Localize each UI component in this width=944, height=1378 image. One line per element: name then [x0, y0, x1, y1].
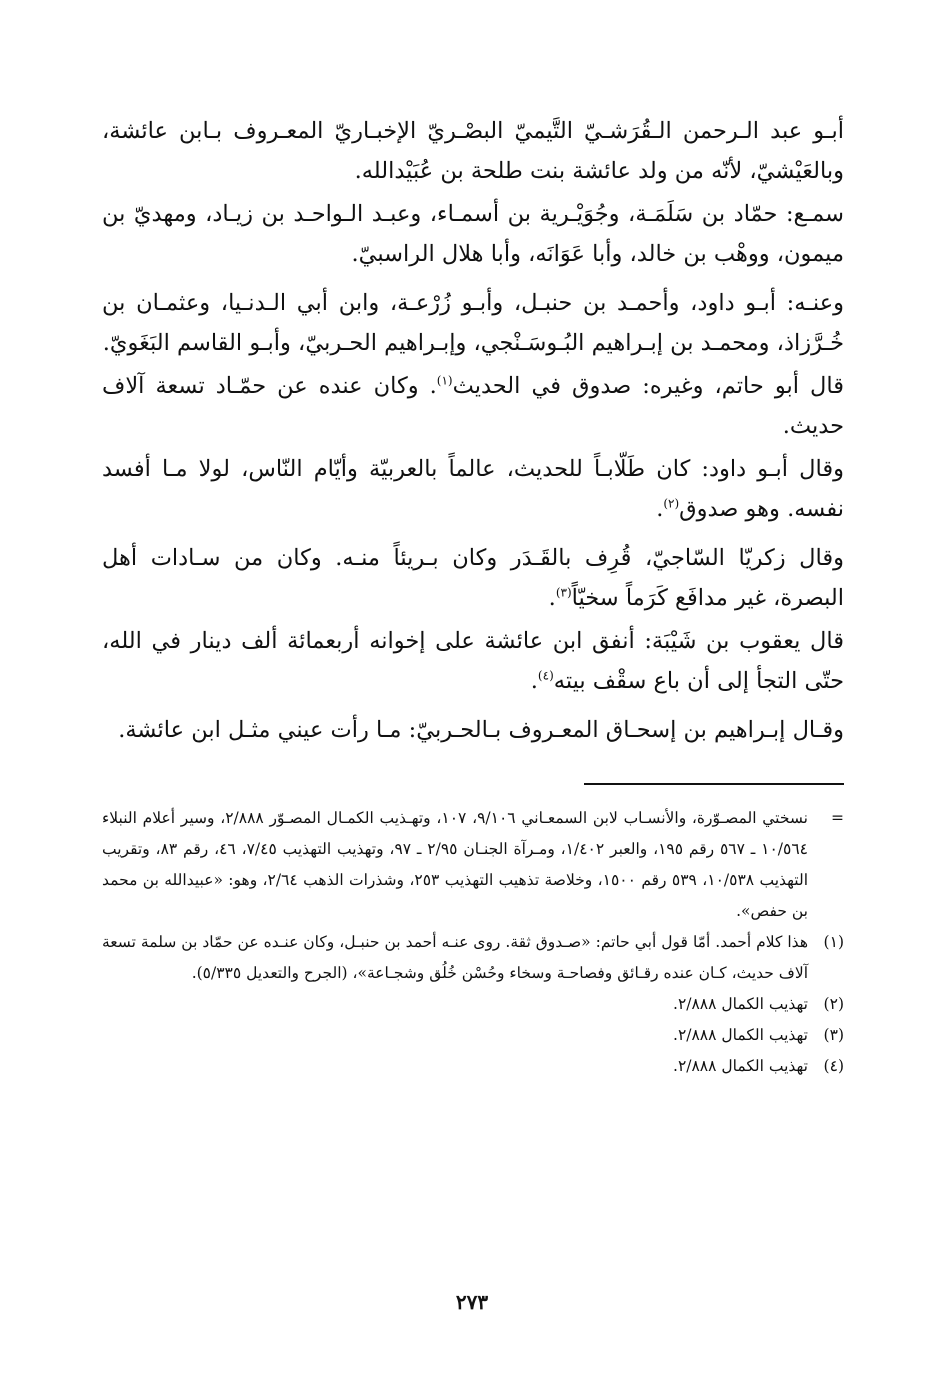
footnote-2 [102, 989, 844, 1020]
paragraph-abu-hatim [102, 367, 844, 446]
footnote-ref-1: (١) [436, 373, 453, 388]
paragraph-sajī [102, 539, 844, 618]
footnote-3 [102, 1020, 844, 1051]
footnote-text: تهذيب الكمال ٢/٨٨٨. [673, 1056, 808, 1075]
paragraph-text-rest: . [530, 667, 538, 694]
paragraph-yaqub [102, 622, 844, 701]
paragraph-text: قال يعقوب بن شَيْبَة: أنفق ابن عائشة على إخوانه أربعمائة ألف دينار في الله، حتّى التجأ إلى أن باع سقْف بيته [102, 628, 844, 694]
footnote-separator [584, 783, 844, 785]
paragraph-text-rest: . [548, 584, 556, 611]
footnotes [102, 803, 844, 1082]
paragraph-abu-dawud [102, 450, 844, 529]
paragraph-text: قال أبو حاتم، وغيره: صدوق في الحديث [452, 373, 844, 399]
footnote-marker: = [831, 808, 844, 827]
paragraph-teachers: سمـع: حمّاد بن سَلَمَـة، وجُوَيْـرية بن أسمـاء، وعبـد الـواحـد بن زيـاد، ومهديّ بن ميمون، ووهْب بن خالد، وأبا عَوَانَه، وأبا هلال الراسبيّ. [102, 201, 844, 267]
paragraph-students: وعنـه: أبـو داود، وأحمـد بن حنبـل، وأبـو زُرْعـة، وابن أبي الـدنـيا، وعثمـان بن خُـرَّزاذ، ومحمـد بن إبـراهيم البُـوسَـنْجي، وإبـراهيم الحـربيّ، وأبـو القاسم البَغَويّ. [102, 290, 844, 356]
paragraph-biography: أبـو عبد الـرحمن الـقُرَشـيّ التَّيميّ البصْـريّ الإخبـاريّ المعـروف بـابن عائشة، وبالعَيْشيّ، لأنّه من ولد عائشة بنت طلحة بن عُبَيْدالله. [102, 118, 844, 184]
footnote-ref-4: (٤) [537, 668, 554, 682]
footnote-1 [102, 927, 844, 989]
footnote-marker: (٢) [823, 994, 844, 1013]
paragraph-harbi: وقـال إبـراهيم بن إسحـاق المعـروف بـالحـربيّ: مـا رأت عيني مثـل ابن عائشة. [118, 717, 844, 743]
footnote-ref-2: (٢) [663, 496, 680, 510]
main-text [102, 112, 844, 751]
footnote-text: تهذيب الكمال ٢/٨٨٨. [673, 994, 808, 1013]
footnote-text: تهذيب الكمال ٢/٨٨٨. [673, 1025, 808, 1044]
paragraph-text: وقال زكريّا السّاجيّ، قُرِف بالقَـدَر وكان بـريئاً منـه. وكان من سـادات أهل البصرة، غير مدافَع كَرَماً سخيّاً [102, 545, 844, 611]
page-content [102, 112, 844, 1082]
footnote-marker: (٤) [823, 1056, 844, 1075]
footnote-text: نسختي المصـوّرة، والأنسـاب لابن السمعـاني ٩/١٠٦، ١٠٧، وتهـذيب الكمـال المصـوّر ٢/٨٨٨، وسير أعلام النبلاء ١٠/٥٦٤ ـ ٥٦٧ رقم ١٩٥، والعبر ١/٤٠٢، ومـرآة الجنـان ٢/٩٥ ـ ٩٧، وتهذيب التهذيب ٧/٤٥، ٤٦، رقم ٨٣، وتقريب التهذيب ١٠/٥٣٨، ٥٣٩ رقم ١٥٠٠، وخلاصة تذهيب التهذيب ٢٥٣، وشذرات الذهب ٢/٦٤، وهو: «عبيدالله بن محمد بن حفص». [102, 808, 809, 920]
footnote-continued [102, 803, 844, 927]
footnote-marker: (٣) [823, 1025, 844, 1044]
footnote-text: هذا كلام أحمد. أمّا قول أبي حاتم: «صـدوق ثقة. روى عنـه أحمد بن حنبـل، وكان عنـده عن حمّاد بن سلمة تسعة آلاف حديث، كـان عنده رقـائق وفصاحـة وسخاء وحُسْن خُلُق وشجـاعة»، (الجرح والتعديل ٥/٣٣٥). [102, 932, 808, 982]
paragraph-text-rest: . [656, 495, 664, 522]
page-number: ٢٧٣ [455, 1290, 489, 1314]
paragraph-text: وقال أبـو داود: كان طَلّابـاً للحديث، عالماً بالعربيّة وأيّام النّاس، لولا مـا أفسد نفسه. وهو صدوق [102, 456, 844, 522]
footnote-4 [102, 1051, 844, 1082]
footnote-marker: (١) [823, 932, 844, 951]
footnote-ref-3: (٣) [555, 585, 572, 599]
paragraph-text-rest: . وكان عنده عن حمّـاد تسعة آلاف حديث. [102, 373, 844, 439]
